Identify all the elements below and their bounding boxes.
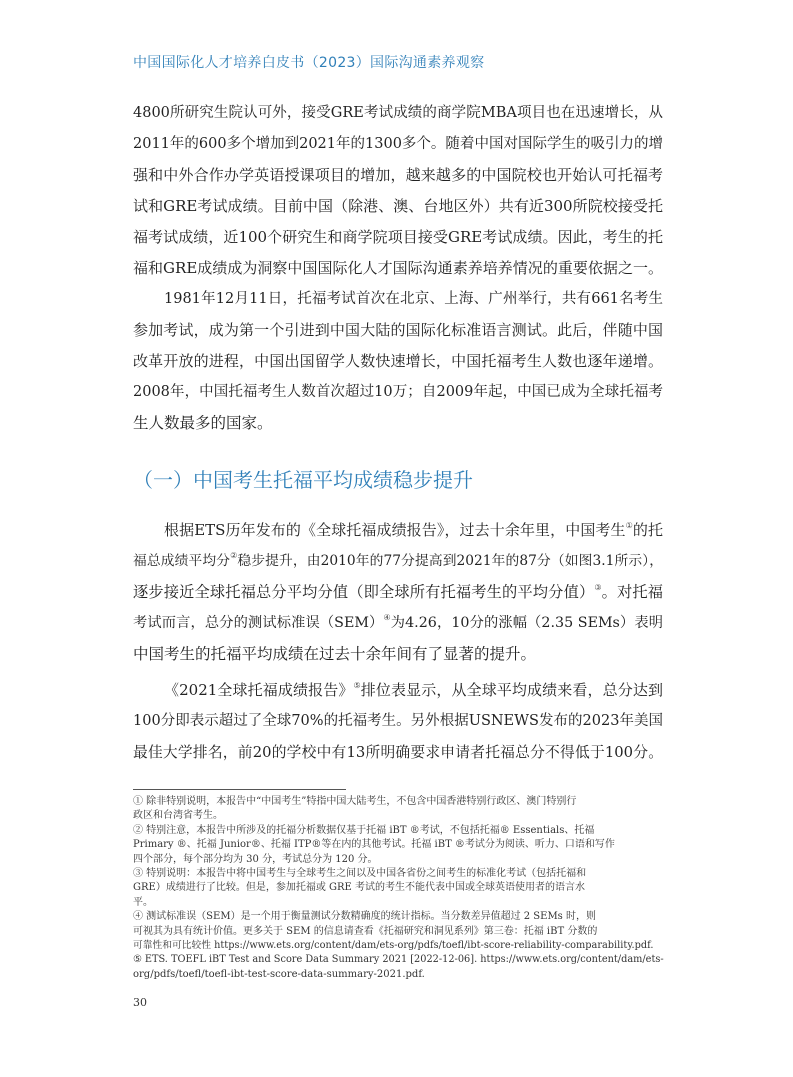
text-segment: 根据ETS历年发布的《全球托福成绩报告》，过去十余年里，中国考生: [164, 521, 626, 539]
text-line: 试和GRE考试成绩。目前中国（除港、澳、台地区外）共有近300所院校接受托: [133, 197, 663, 215]
footnote-ref-2[interactable]: ②: [230, 551, 238, 560]
paragraph-2: [133, 284, 663, 439]
footnote-line: Primary ®、托福 Junior®、托福 ITP®等在内的其他考试。托福 iBT ®考试分为阅读、听力、口语和写作: [133, 839, 615, 851]
footnote-line: ④ 测试标准误（SEM）是一个用于衡量测试分数精确度的统计指标。当分数差异值超过 2 SEMs 时，则: [133, 911, 596, 923]
text-segment: 的托: [632, 521, 664, 539]
footnote-line: 政区和台湾省考生。: [133, 810, 223, 822]
section-heading: （一）中国考生托福平均成绩稳步提升: [133, 468, 473, 492]
footnote-link[interactable]: org/pdfs/toefl/toefl-ibt-test-score-data-summary-2021.pdf.: [133, 968, 425, 980]
footnote-link[interactable]: ⑤ ETS. TOEFL iBT Test and Score Data Summary 2021 [2022-12-06]. https://www.ets.org/content/dam/ets-: [133, 954, 664, 966]
text-segment: 为4.26，10分的涨幅（2.35 SEMs）表明: [390, 615, 663, 631]
text-line: [133, 608, 663, 639]
footnote-link[interactable]: 可靠性和可比较性 https://www.ets.org/content/dam/ets-org/pdfs/toefl/ibt-score-reliability-comparability.pdf.: [133, 939, 654, 951]
text-line: [133, 515, 663, 546]
text-segment: 。对托福: [601, 583, 664, 601]
text-line: 2008年，中国托福考生人数首次超过10万；自2009年起，中国已成为全球托福考: [133, 384, 663, 400]
footnote-ref-5[interactable]: ⑤: [353, 681, 361, 690]
text-segment: 福总成绩平均分: [133, 553, 231, 569]
footnote-2: [133, 824, 663, 867]
text-line: 改革开放的进程，中国出国留学人数快速增长，中国托福考生人数也逐年递增。: [133, 352, 663, 370]
footnote-ref-1[interactable]: ①: [625, 521, 633, 530]
paragraph-1: [133, 98, 663, 284]
text-line: 福和GRE成绩成为洞察中国国际化人才国际沟通素养培养情况的重要依据之一。: [133, 259, 663, 277]
text-line: 100分即表示超过了全球70%的托福考生。另外根据USNEWS发布的2023年美国: [133, 713, 663, 729]
text-line: 中国考生的托福平均成绩在过去十余年间有了显著的提升。: [133, 645, 537, 663]
footnote-line: ② 特别注意，本报告中所涉及的托福分析数据仅基于托福 iBT ®考试，不包括托福® Essentials、托福: [133, 824, 595, 836]
text-line: 最佳大学排名，前20的学校中有13所明确要求申请者托福总分不得低于100分。: [133, 744, 663, 761]
footnote-line: ③ 特别说明：本报告中将中国考生与全球考生之间以及中国各省份之间考生的标准化考试（包括托福和: [133, 867, 587, 879]
text-segment: 《2021全球托福成绩报告》: [164, 681, 354, 699]
text-line: 1981年12月11日，托福考试首次在北京、上海、广州举行，共有661名考生: [164, 291, 663, 307]
footnote-line: ① 除非特别说明，本报告中“中国考生”特指中国大陆考生，不包含中国香港特别行政区、澳门特别行: [133, 796, 577, 807]
text-line: [133, 546, 663, 577]
text-line: 生人数最多的国家。: [133, 414, 273, 432]
text-line: [133, 577, 663, 608]
footnote-ref-3[interactable]: ③: [594, 583, 602, 592]
text-line: 参加考试，成为第一个引进到中国大陆的国际化标准语言测试。此后，伴随中国: [133, 321, 663, 339]
page-number: 30: [133, 996, 147, 1009]
footnote-5: [133, 953, 663, 982]
text-line: 强和中外合作办学英语授课项目的增加，越来越多的中国院校也开始认可托福考: [133, 166, 663, 184]
footnote-line: 平。: [133, 896, 153, 908]
text-line: 4800所研究生院认可外，接受GRE考试成绩的商学院MBA项目也在迅速增长，从: [133, 105, 663, 121]
footnote-divider: [133, 789, 346, 790]
footnote-line: GRE）成绩进行了比较。但是，参加托福或 GRE 考试的考生不能代表中国或全球英语使用者的语言水: [133, 882, 585, 894]
text-segment: 考试而言，总分的测试标准误（SEM）: [133, 615, 384, 631]
paragraph-4: [133, 675, 663, 768]
footnote-4: [133, 910, 663, 953]
text-segment: 排位表显示，从全球平均成绩来看，总分达到: [360, 681, 663, 699]
paragraph-3: [133, 515, 663, 670]
footnotes: [133, 795, 663, 982]
text-line: 福考试成绩，近100个研究生和商学院项目接受GRE考试成绩。因此，考生的托: [133, 228, 663, 246]
footnote-line: 四个部分，每个部分均为 30 分，考试总分为 120 分。: [133, 853, 378, 865]
text-line: [133, 675, 663, 706]
footnote-line: 可视其为具有统计价值。更多关于 SEM 的信息请查看《托福研究和洞见系列》第三卷：托福 iBT 分数的: [133, 925, 598, 937]
footnote-1: [133, 795, 663, 824]
text-segment: 稳步提升，由2010年的77分提高到2021年的87分（如图3.1所示），: [237, 553, 663, 569]
footnote-ref-4[interactable]: ④: [383, 613, 391, 622]
footnote-3: [133, 867, 663, 910]
running-header: 中国国际化人才培养白皮书（2023）国际沟通素养观察: [133, 55, 485, 71]
text-segment: 逐步接近全球托福总分平均分值（即全球所有托福考生的平均分值）: [133, 583, 595, 601]
text-line: 2011年的600多个增加到2021年的1300多个。随着中国对国际学生的吸引力的增: [133, 136, 663, 152]
